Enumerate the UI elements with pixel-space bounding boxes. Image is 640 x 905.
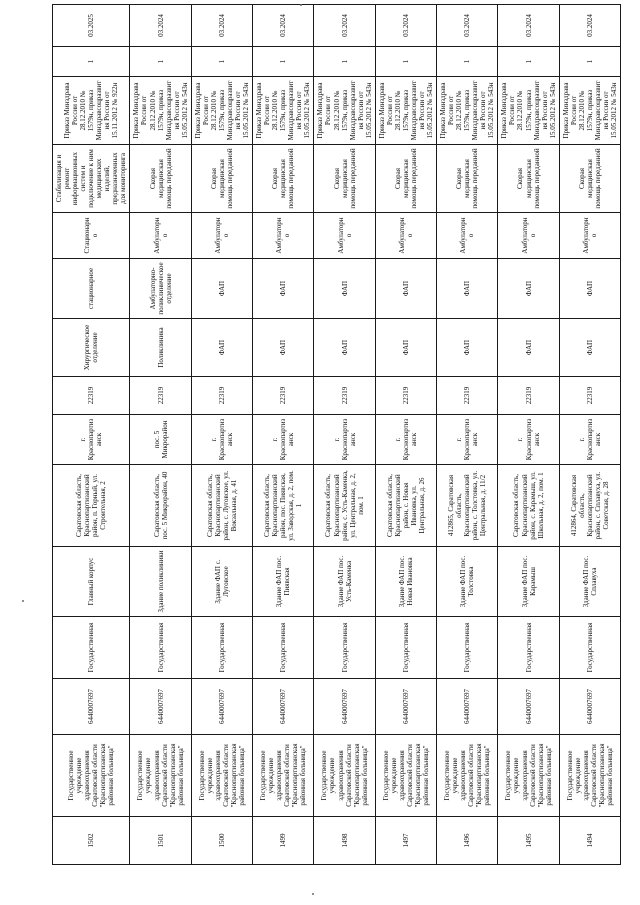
cell-id: 1499 [253,817,314,865]
cell-care-form: Стационарно [53,213,130,259]
cell-service: Скорая медицинская помощь переданной [559,145,620,213]
cell-order: Приказ Минздрава России от 28.12.2010 № 1579н, приказ Минздравсоцразвития России от 15.05.2012 № 543н [130,77,191,145]
rotated-table-frame [52,14,618,865]
cell-care-form: Амбулаторно [191,213,252,259]
cell-date: 03.2025 [53,5,130,47]
cell-unit: ФАП [559,319,620,377]
cell-id: 1494 [559,817,620,865]
cell-qty: 1 [314,47,375,77]
cell-settlement: г. Краснопартизанск [498,415,559,465]
cell-inn: 6440007697 [314,679,375,735]
cell-inn: 6440007697 [130,679,191,735]
cell-ownership: Государственная [375,617,436,679]
cell-inn: 6440007697 [498,679,559,735]
cell-order: Приказ Минздрава России от 28.12.2010 № 1579н, приказ Минздравсоцразвития России от 15.05.2012 № 543н [253,77,314,145]
cell-ownership: Государственная [498,617,559,679]
cell-ownership: Государственная [559,617,620,679]
cell-service: Скорая медицинская помощь переданной [191,145,252,213]
cell-org: Государственное учреждение здравоохранения Саратовской области "Краснопартизанская районная больница" [314,735,375,817]
cell-unit: Хирургическое отделение [53,319,130,377]
table-row [375,5,436,865]
scan-speck [312,893,314,895]
cell-care-form: Амбулаторно [130,213,191,259]
cell-unit-type: ФАП [437,259,498,319]
cell-ownership: Государственная [130,617,191,679]
cell-qty: 1 [253,47,314,77]
cell-settlement: г. Краснопартизанск [191,415,252,465]
cell-ownership: Государственная [191,617,252,679]
cell-address: 412864, Саратовская область, Краснопартизанский район, с. Сплавуха, ул. Советская, д. 28 [559,465,620,547]
cell-building: Здание поликлиники [130,547,191,617]
cell-address: Саратовская область, Краснопартизанский район, пос. Пиявская, ул. Заводская, д. 2, пом. 1 [253,465,314,547]
table-row [559,5,620,865]
cell-org: Государственное учреждение здравоохранения Саратовской области "Краснопартизанская районная больница" [498,735,559,817]
cell-building: Главный корпус [53,547,130,617]
cell-settlement: г. Краснопартизанск [375,415,436,465]
table-row [130,5,191,865]
cell-building: Здание ФАП пос. Карамыш [498,547,559,617]
cell-qty: 1 [130,47,191,77]
cell-okato: 22319 [53,377,130,415]
cell-settlement: г. Краснопартизанск [559,415,620,465]
cell-settlement: г. Краснопартизанск [437,415,498,465]
cell-unit-type: ФАП [191,259,252,319]
cell-okato: 22319 [253,377,314,415]
cell-unit: ФАП [191,319,252,377]
cell-service: Скорая медицинская помощь переданной [253,145,314,213]
cell-date: 03.2024 [375,5,436,47]
cell-unit: ФАП [253,319,314,377]
cell-ownership: Государственная [53,617,130,679]
cell-order: Приказ Минздрава России от 28.12.2010 № 1579н, приказ Минздравсоцразвития России от 15.05.2012 № 543н [498,77,559,145]
cell-okato: 22319 [130,377,191,415]
cell-qty: 1 [559,47,620,77]
cell-address: Саратовская область, Краснопартизанский район, с. Усть-Каменка, ул. Центральная, д. 2, пом. 1 [314,465,375,547]
cell-care-form: Амбулаторно [437,213,498,259]
table-row [53,5,130,865]
cell-service: Скорая медицинская помощь переданной [130,145,191,213]
cell-building: Здание ФАП пос. Сплавуха [559,547,620,617]
cell-id: 1498 [314,817,375,865]
cell-settlement: г. Краснопартизанск [53,415,130,465]
cell-date: 03.2024 [498,5,559,47]
cell-id: 1501 [130,817,191,865]
cell-inn: 6440007697 [437,679,498,735]
cell-care-form: Амбулаторно [314,213,375,259]
cell-org: Государственное учреждение здравоохранения Саратовской области "Краснопартизанская районная больница" [130,735,191,817]
registry-table [52,4,621,865]
cell-building: Здание ФАП пос. Толстовка [437,547,498,617]
cell-unit-type: ФАП [375,259,436,319]
cell-id: 1502 [53,817,130,865]
cell-org: Государственное учреждение здравоохранения Саратовской области "Краснопартизанская районная больница" [253,735,314,817]
cell-qty: 1 [53,47,130,77]
cell-okato: 22319 [437,377,498,415]
cell-date: 03.2024 [191,5,252,47]
cell-qty: 1 [191,47,252,77]
cell-unit-type: ФАП [314,259,375,319]
cell-okato: 22319 [498,377,559,415]
table-row [191,5,252,865]
cell-date: 03.2024 [437,5,498,47]
cell-service: Скорая медицинская помощь переданной [314,145,375,213]
cell-care-form: Амбулаторно [253,213,314,259]
cell-unit: ФАП [498,319,559,377]
cell-settlement: пос. 5 Микрорайон [130,415,191,465]
scan-speck [22,600,24,602]
cell-unit-type: ФАП [498,259,559,319]
cell-order: Приказ Минздрава России от 28.12.2010 № 1579н, приказ Минздравсоцразвития России от 15.05.2012 № 543н [191,77,252,145]
cell-address: Саратовская область, Краснопартизанский район, с. Луговское, ул. Вокзальная, д. 41 [191,465,252,547]
cell-unit: Поликлиника [130,319,191,377]
cell-date: 03.2024 [253,5,314,47]
cell-service: Скорая медицинская помощь переданной [437,145,498,213]
cell-inn: 6440007697 [191,679,252,735]
cell-order: Приказ Минздрава России от 28.12.2010 № 1579н, приказ Минздравсоцразвития России от 15.05.2012 № 543н [437,77,498,145]
cell-address: 412865, Саратовская область, Краснопартизанский район, с. Толстовка, ул. Центральная, д. 11/2 [437,465,498,547]
cell-order: Приказ Минздрава России от 28.12.2010 № 1579н, приказ Минздравсоцразвития России от 15.11.2012 № 922н [53,77,130,145]
cell-okato: 22319 [191,377,252,415]
cell-ownership: Государственная [437,617,498,679]
cell-unit: ФАП [314,319,375,377]
cell-order: Приказ Минздрава России от 28.12.2010 № 1579н, приказ Минздравсоцразвития России от 15.05.2012 № 543н [314,77,375,145]
cell-id: 1497 [375,817,436,865]
cell-unit-type: стационарное [53,259,130,319]
cell-qty: 1 [437,47,498,77]
cell-org: Государственное учреждение здравоохранения Саратовской области "Краснопартизанская районная больница" [53,735,130,817]
cell-care-form: Амбулаторно [559,213,620,259]
cell-building: Здание ФАП пос. Пиявская [253,547,314,617]
cell-building: Здание ФАП пос. Усть-Каменка [314,547,375,617]
cell-service: Скорая медицинская помощь переданной [498,145,559,213]
cell-unit-type: ФАП [559,259,620,319]
cell-date: 03.2024 [130,5,191,47]
cell-care-form: Амбулаторно [498,213,559,259]
cell-address: Саратовская область, Краснопартизанский район, с. Карамыш, ул. Школьная, д. 2, пом. 1 [498,465,559,547]
cell-settlement: г. Краснопартизанск [314,415,375,465]
cell-id: 1496 [437,817,498,865]
cell-okato: 22319 [559,377,620,415]
cell-id: 1500 [191,817,252,865]
cell-settlement: г. Краснопартизанск [253,415,314,465]
cell-address: Саратовская область, пос. 5 Микрорайон, 40 [130,465,191,547]
cell-building: Здание ФАП с. Луговское [191,547,252,617]
cell-org: Государственное учреждение здравоохранения Саратовской области "Краснопартизанская районная больница" [437,735,498,817]
scan-speck [300,4,302,6]
cell-unit: ФАП [375,319,436,377]
cell-qty: 1 [498,47,559,77]
cell-address: Саратовская область, Краснопартизанский район, с. Новая Ивановка, ул. Центральная, д. 26 [375,465,436,547]
cell-okato: 22319 [314,377,375,415]
cell-inn: 6440007697 [375,679,436,735]
cell-order: Приказ Минздрава России от 28.12.2010 № 1579н, приказ Минздравсоцразвития России от 15.05.2012 № 543н [559,77,620,145]
cell-care-form: Амбулаторно [375,213,436,259]
cell-ownership: Государственная [314,617,375,679]
table-row [253,5,314,865]
cell-unit: ФАП [437,319,498,377]
cell-building: Здание ФАП пос. Новая Ивановка [375,547,436,617]
cell-date: 03.2024 [559,5,620,47]
cell-org: Государственное учреждение здравоохранения Саратовской области "Краснопартизанская районная больница" [559,735,620,817]
cell-inn: 6440007697 [559,679,620,735]
cell-unit-type: ФАП [253,259,314,319]
cell-id: 1495 [498,817,559,865]
cell-date: 03.2024 [314,5,375,47]
cell-unit-type: Амбулаторно-поликлиническое отделение [130,259,191,319]
cell-org: Государственное учреждение здравоохранения Саратовской области "Краснопартизанская районная больница" [375,735,436,817]
table-row [314,5,375,865]
cell-inn: 6440007697 [253,679,314,735]
cell-service: Скорая медицинская помощь переданной [375,145,436,213]
cell-inn: 6440007697 [53,679,130,735]
table-row [437,5,498,865]
cell-ownership: Государственная [253,617,314,679]
table-row [498,5,559,865]
cell-address: Саратовская область, Краснопартизанский район, п. Горный, ул. Строительная, 2 [53,465,130,547]
cell-okato: 22319 [375,377,436,415]
cell-service: Стабилизация и ремонт информационных систем и подключение к ним медицинских изделий, предназначенных для мониторинга [53,145,130,213]
cell-org: Государственное учреждение здравоохранения Саратовской области "Краснопартизанская районная больница" [191,735,252,817]
cell-qty: 1 [375,47,436,77]
cell-order: Приказ Минздрава России от 28.12.2010 № 1579н, приказ Минздравсоцразвития России от 15.05.2012 № 543н [375,77,436,145]
